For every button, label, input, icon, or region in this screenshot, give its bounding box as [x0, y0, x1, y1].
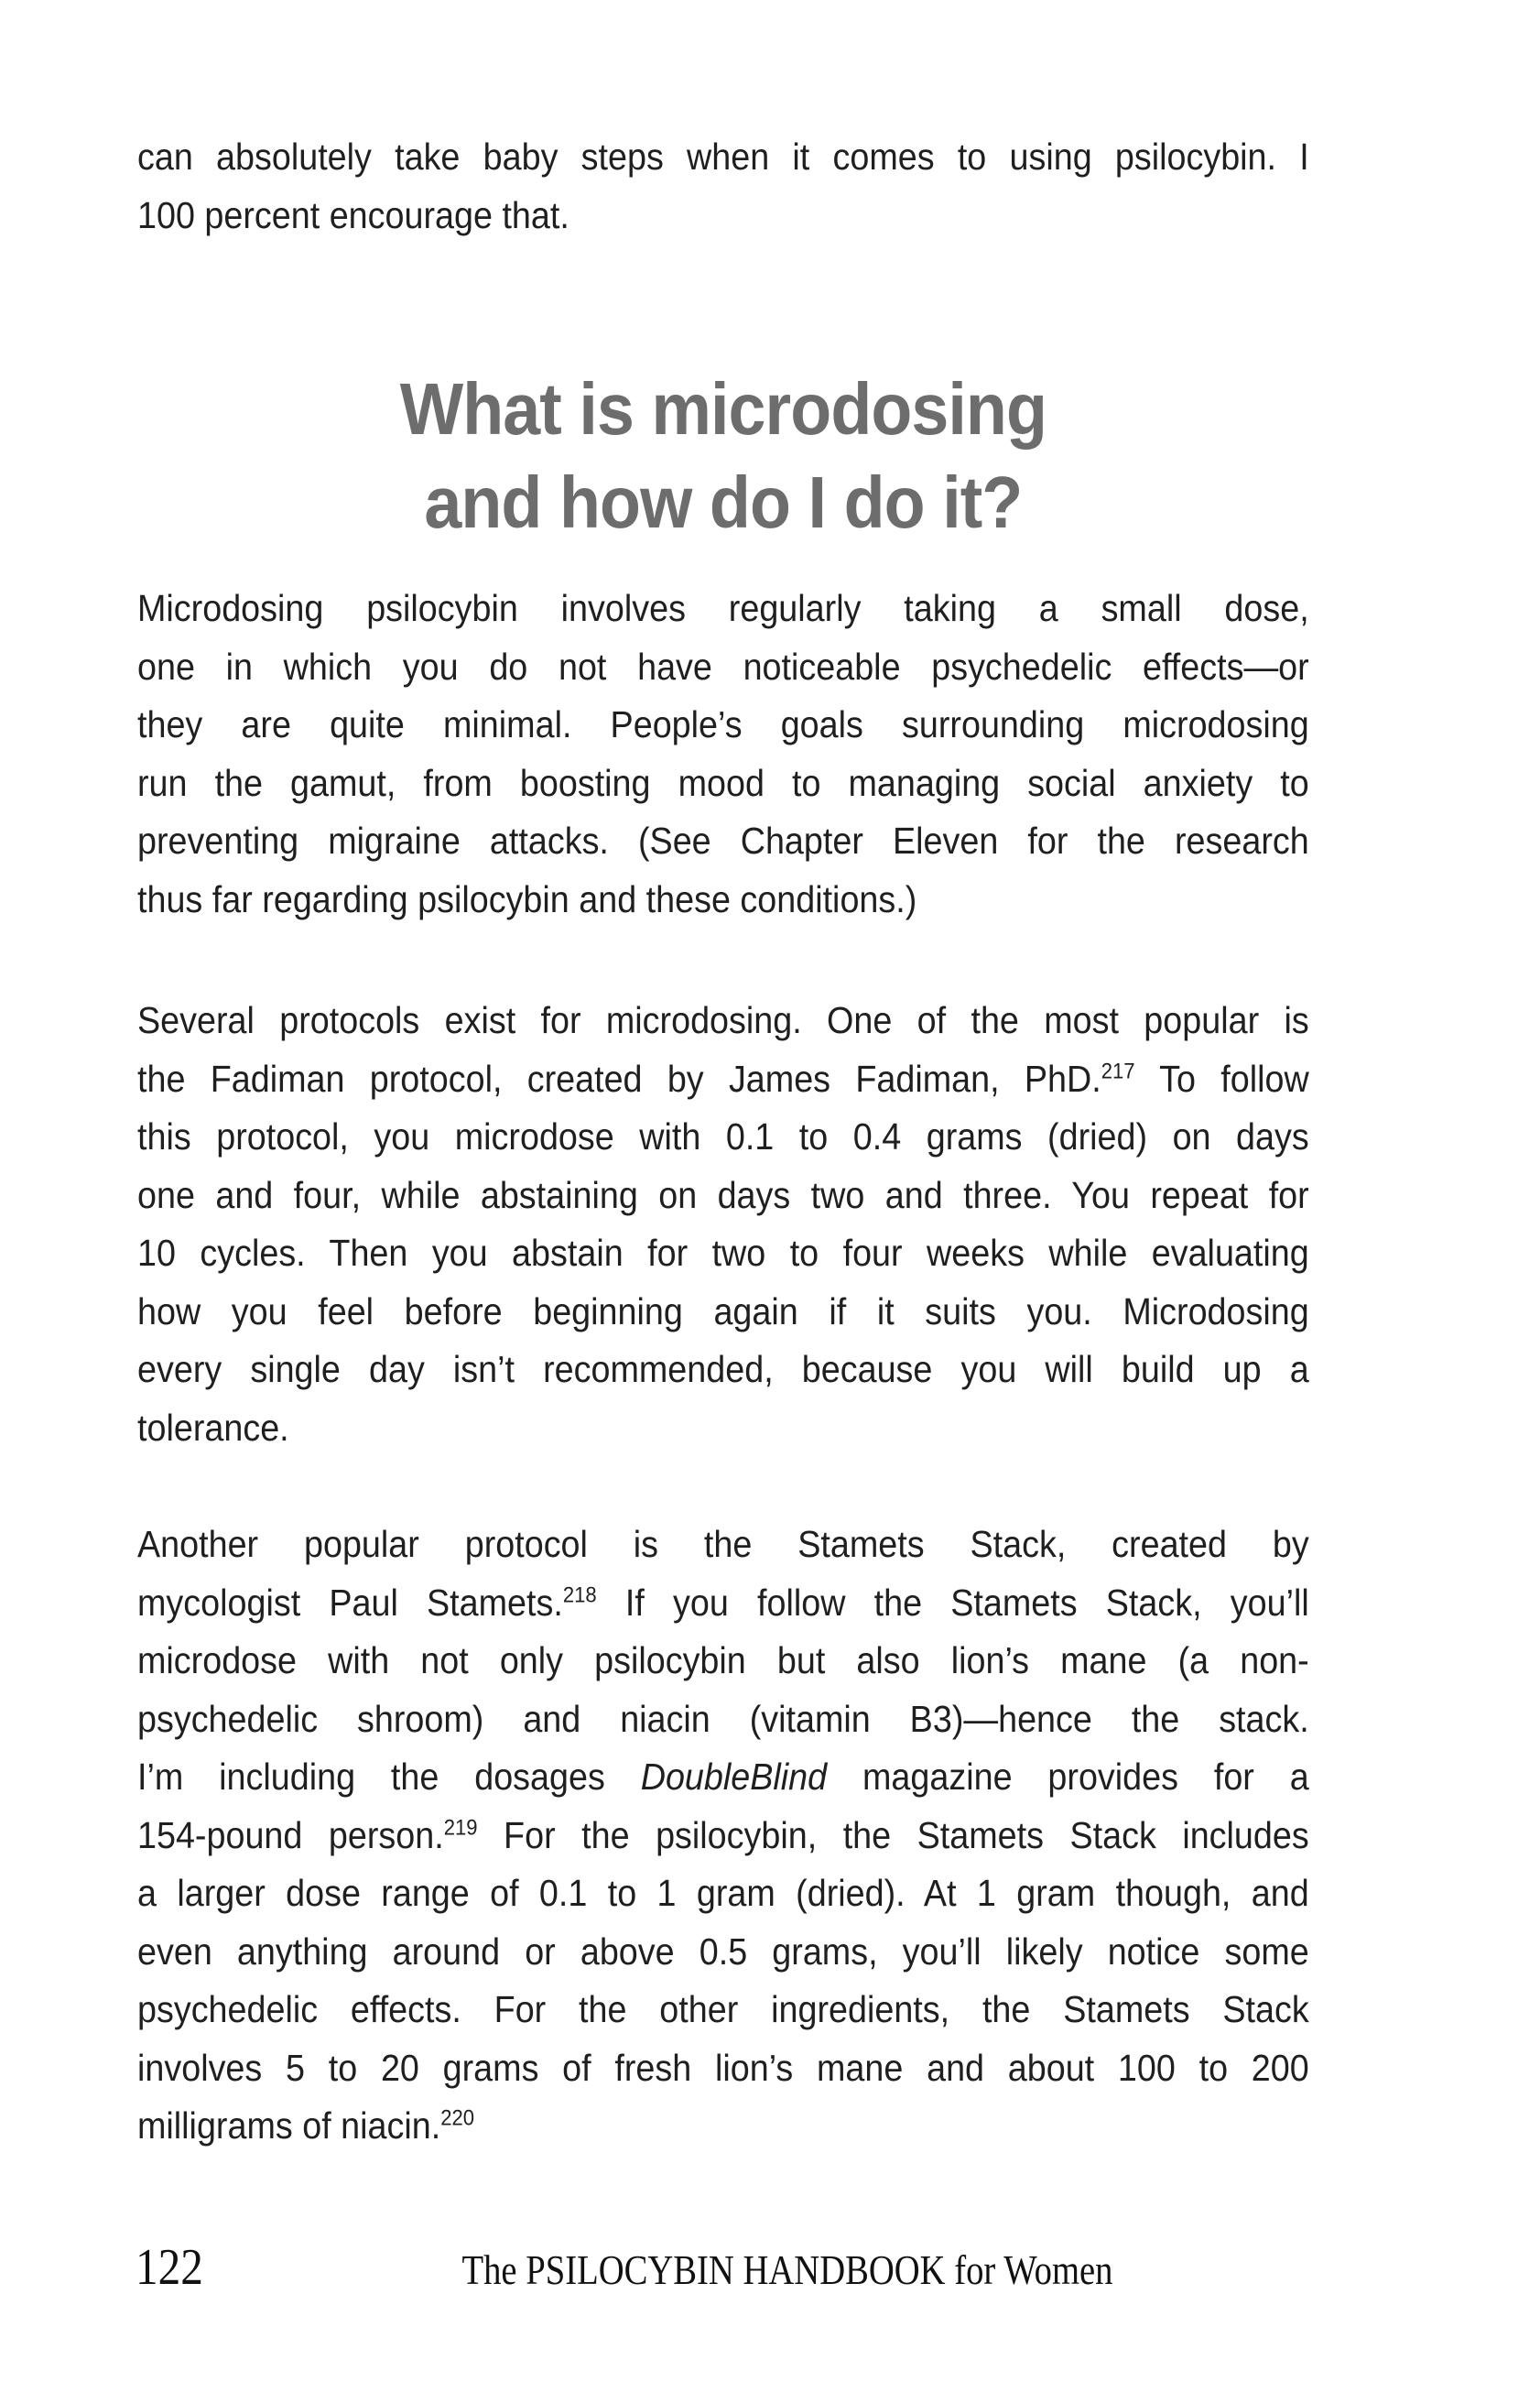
text-segment: Another popular protocol is the Stamets Stack, created by — [137, 1523, 1309, 1565]
text-segment: one in which you do not have noticeable psychedelic effects—or — [137, 645, 1309, 688]
paragraph-2 — [137, 992, 1309, 1457]
footnote-reference: 220 — [440, 2105, 475, 2131]
text-line — [137, 992, 1309, 1050]
text-segment: the Fadiman protocol, created by James Fadiman, PhD. — [137, 1057, 1101, 1100]
text-line — [137, 580, 1309, 638]
footnote-reference: 218 — [562, 1582, 597, 1607]
text-segment: they are quite minimal. People’s goals surrounding microdosing — [137, 703, 1309, 745]
text-segment: tolerance. — [137, 1406, 289, 1449]
text-line — [137, 2097, 1309, 2156]
text-segment: even anything around or above 0.5 grams, you’ll likely notice some — [137, 1930, 1309, 1973]
text-line — [137, 1341, 1309, 1399]
text-line — [137, 1981, 1309, 2039]
text-line — [137, 2039, 1309, 2098]
text-segment: psychedelic effects. For the other ingredients, the Stamets Stack — [137, 1988, 1309, 2030]
chapter-heading — [137, 363, 1309, 549]
text-line — [137, 1632, 1309, 1691]
text-segment: magazine provides for a — [827, 1756, 1309, 1798]
text-line — [137, 1108, 1309, 1167]
text-segment: a larger dose range of 0.1 to 1 gram (dried). At 1 gram though, and — [137, 1872, 1309, 1914]
text-segment: this protocol, you microdose with 0.1 to 0.4 grams (dried) on days — [137, 1115, 1309, 1158]
text-segment: Several protocols exist for microdosing. One of the most popular is — [137, 999, 1309, 1041]
text-segment: involves 5 to 20 grams of fresh lion’s mane and about 100 to 200 — [137, 2046, 1309, 2089]
text-segment: mycologist Paul Stamets. — [137, 1581, 563, 1624]
footnote-reference: 219 — [443, 1814, 478, 1840]
text-segment: I’m including the dosages — [137, 1756, 641, 1798]
text-line — [137, 871, 1309, 930]
text-line — [137, 1748, 1309, 1807]
text-line — [137, 755, 1309, 813]
text-segment: If you follow the Stamets Stack, you’ll — [596, 1581, 1309, 1624]
text-segment: psychedelic shroom) and niacin (vitamin B3)—hence the stack. — [137, 1697, 1309, 1740]
text-line — [137, 1167, 1309, 1225]
text-line — [137, 1399, 1309, 1458]
heading-line-2: and how do I do it? — [424, 462, 1023, 543]
text-segment: For the psilocybin, the Stamets Stack includes — [477, 1813, 1309, 1856]
text-segment: milligrams of niacin. — [137, 2104, 441, 2147]
text-segment: can absolutely take baby steps when it comes to using psilocybin. I — [137, 136, 1309, 178]
paragraph-3 — [137, 1516, 1309, 2156]
text-segment: 100 percent encourage that. — [137, 193, 569, 236]
text-segment: 154-pound person. — [137, 1813, 444, 1856]
page-number: 122 — [136, 2239, 203, 2296]
text-line — [137, 1691, 1309, 1749]
text-line — [137, 1574, 1309, 1633]
text-line — [137, 1050, 1309, 1109]
text-segment: how you feel before beginning again if it suits you. Microdosing — [137, 1289, 1309, 1332]
text-segment: every single day isn’t recommended, because you will build up a — [137, 1348, 1309, 1390]
text-segment: one and four, while abstaining on days two and three. You repeat for — [137, 1173, 1309, 1216]
text-line — [137, 187, 1309, 245]
text-segment: microdose with not only psilocybin but also lion’s mane (a non- — [137, 1639, 1309, 1681]
continued-paragraph — [137, 128, 1309, 245]
text-column — [137, 0, 1309, 2381]
text-segment: Microdosing psilocybin involves regularly taking a small dose, — [137, 587, 1309, 629]
text-segment: DoubleBlind — [640, 1756, 828, 1798]
text-line — [137, 1807, 1309, 1865]
text-segment: 10 cycles. Then you abstain for two to four weeks while evaluating — [137, 1232, 1309, 1274]
text-segment: preventing migraine attacks. (See Chapter Eleven for the research — [137, 820, 1309, 862]
heading-line-1: What is microdosing — [399, 368, 1047, 450]
footnote-reference: 217 — [1101, 1058, 1135, 1083]
text-line — [137, 1923, 1309, 1982]
text-line — [137, 812, 1309, 871]
text-segment: thus far regarding psilocybin and these conditions.) — [137, 877, 917, 920]
text-segment: To follow — [1134, 1057, 1309, 1100]
text-line — [137, 638, 1309, 697]
text-line — [137, 1224, 1309, 1283]
text-line — [137, 128, 1309, 187]
paragraph-1 — [137, 580, 1309, 929]
text-line — [137, 696, 1309, 755]
text-line — [137, 1283, 1309, 1342]
text-segment: run the gamut, from boosting mood to managing social anxiety to — [137, 761, 1309, 804]
text-line — [137, 1516, 1309, 1574]
text-line — [137, 1865, 1309, 1923]
running-title: The PSILOCYBIN HANDBOOK for Women — [461, 2246, 1113, 2293]
